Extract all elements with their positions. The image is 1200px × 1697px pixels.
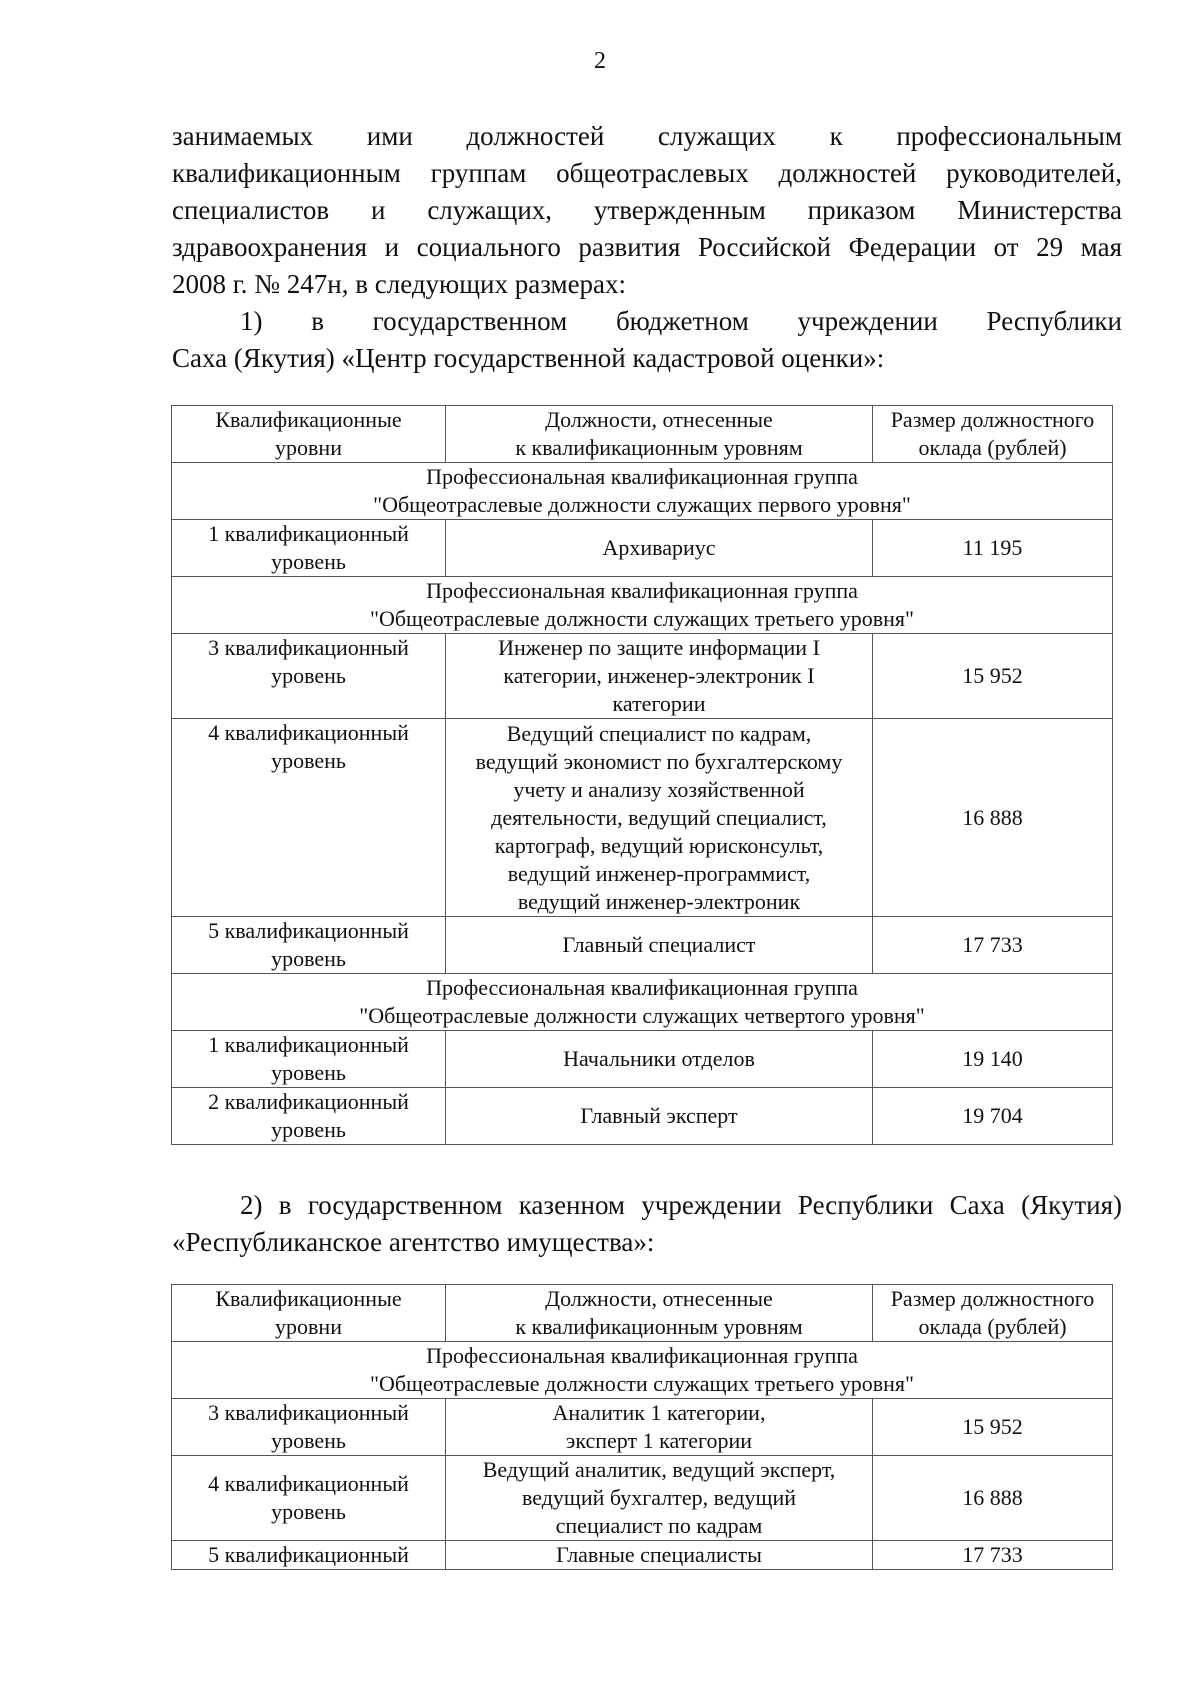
level-cell: 2 квалификационный уровень xyxy=(172,1088,446,1145)
salary-cell: 15 952 xyxy=(873,634,1113,719)
group-title: Профессиональная квалификационная группа "Общеотраслевые должности служащих четвертого уровня" xyxy=(172,974,1113,1031)
table-row xyxy=(172,1088,1113,1145)
table-row xyxy=(172,719,1113,917)
level-cell: 5 квалификационный xyxy=(172,1541,446,1570)
section2-paragraph xyxy=(172,1187,1122,1261)
table-row xyxy=(172,1031,1113,1088)
salary-cell: 11 195 xyxy=(873,520,1113,577)
table-row xyxy=(172,1399,1113,1456)
salary-cell: 15 952 xyxy=(873,1399,1113,1456)
table-header-row xyxy=(172,406,1113,463)
level-cell: 5 квалификационный уровень xyxy=(172,917,446,974)
header-levels: Квалификационные уровни xyxy=(172,406,446,463)
salary-cell: 17 733 xyxy=(873,1541,1113,1570)
level-cell: 3 квалификационный уровень xyxy=(172,1399,446,1456)
level-cell: 1 квалификационный уровень xyxy=(172,520,446,577)
positions-cell: Начальники отделов xyxy=(446,1031,873,1088)
positions-cell: Ведущий аналитик, ведущий эксперт, ведущий бухгалтер, ведущий специалист по кадрам xyxy=(446,1456,873,1541)
group-row xyxy=(172,1342,1113,1399)
text-line: 2008 г. № 247н, в следующих размерах: xyxy=(172,269,627,299)
salary-cell: 16 888 xyxy=(873,1456,1113,1541)
table-header-row xyxy=(172,1285,1113,1342)
level-cell: 1 квалификационный уровень xyxy=(172,1031,446,1088)
header-levels: Квалификационные уровни xyxy=(172,1285,446,1342)
salary-table-1 xyxy=(171,405,1113,1145)
positions-cell: Главный эксперт xyxy=(446,1088,873,1145)
group-title: Профессиональная квалификационная группа "Общеотраслевые должности служащих третьего уровня" xyxy=(172,1342,1113,1399)
text-line: 2) в государственном казенном учреждении Республики Саха (Якутия) xyxy=(240,1190,1122,1220)
text-line: «Республиканское агентство имущества»: xyxy=(172,1227,655,1257)
level-cell: 4 квалификационный уровень xyxy=(172,719,446,917)
group-row xyxy=(172,974,1113,1031)
level-cell: 4 квалификационный уровень xyxy=(172,1456,446,1541)
group-title: Профессиональная квалификационная группа "Общеотраслевые должности служащих третьего уровня" xyxy=(172,577,1113,634)
table-row xyxy=(172,1541,1113,1570)
positions-cell: Аналитик 1 категории, эксперт 1 категории xyxy=(446,1399,873,1456)
group-row xyxy=(172,463,1113,520)
text-line: здравоохранения и социального развития Российской Федерации от 29 мая xyxy=(172,232,1122,262)
text-line: занимаемых ими должностей служащих к профессиональным xyxy=(172,121,1122,151)
positions-cell: Инженер по защите информации I категории, инженер-электроник I категории xyxy=(446,634,873,719)
positions-cell: Главные специалисты xyxy=(446,1541,873,1570)
header-positions: Должности, отнесенные к квалификационным уровням xyxy=(446,406,873,463)
text-line: Саха (Якутия) «Центр государственной кадастровой оценки»: xyxy=(172,343,885,373)
group-title: Профессиональная квалификационная группа "Общеотраслевые должности служащих первого уровня" xyxy=(172,463,1113,520)
table-row xyxy=(172,520,1113,577)
table-row xyxy=(172,1456,1113,1541)
table-row xyxy=(172,917,1113,974)
salary-cell: 16 888 xyxy=(873,719,1113,917)
level-cell: 3 квалификационный уровень xyxy=(172,634,446,719)
text-line: специалистов и служащих, утвержденным приказом Министерства xyxy=(172,195,1122,225)
positions-cell: Главный специалист xyxy=(446,917,873,974)
salary-cell: 17 733 xyxy=(873,917,1113,974)
section1-paragraph xyxy=(172,303,1122,377)
group-row xyxy=(172,577,1113,634)
text-line: 1) в государственном бюджетном учреждении Республики xyxy=(240,306,1122,336)
table-row xyxy=(172,634,1113,719)
positions-cell: Ведущий специалист по кадрам, ведущий экономист по бухгалтерскому учету и анализу хозяйственной деятельности, ведущий специалист, картограф, ведущий юрисконсульт, ведущий инженер-программист, ведущий инженер-электроник xyxy=(446,719,873,917)
text-line: квалификационным группам общеотраслевых должностей руководителей, xyxy=(172,158,1122,188)
salary-cell: 19 140 xyxy=(873,1031,1113,1088)
header-salary: Размер должностного оклада (рублей) xyxy=(873,406,1113,463)
header-positions: Должности, отнесенные к квалификационным уровням xyxy=(446,1285,873,1342)
salary-cell: 19 704 xyxy=(873,1088,1113,1145)
page-number: 2 xyxy=(594,48,606,74)
positions-cell: Архивариус xyxy=(446,520,873,577)
header-salary: Размер должностного оклада (рублей) xyxy=(873,1285,1113,1342)
intro-paragraph xyxy=(172,118,1122,303)
salary-table-2 xyxy=(171,1284,1113,1570)
